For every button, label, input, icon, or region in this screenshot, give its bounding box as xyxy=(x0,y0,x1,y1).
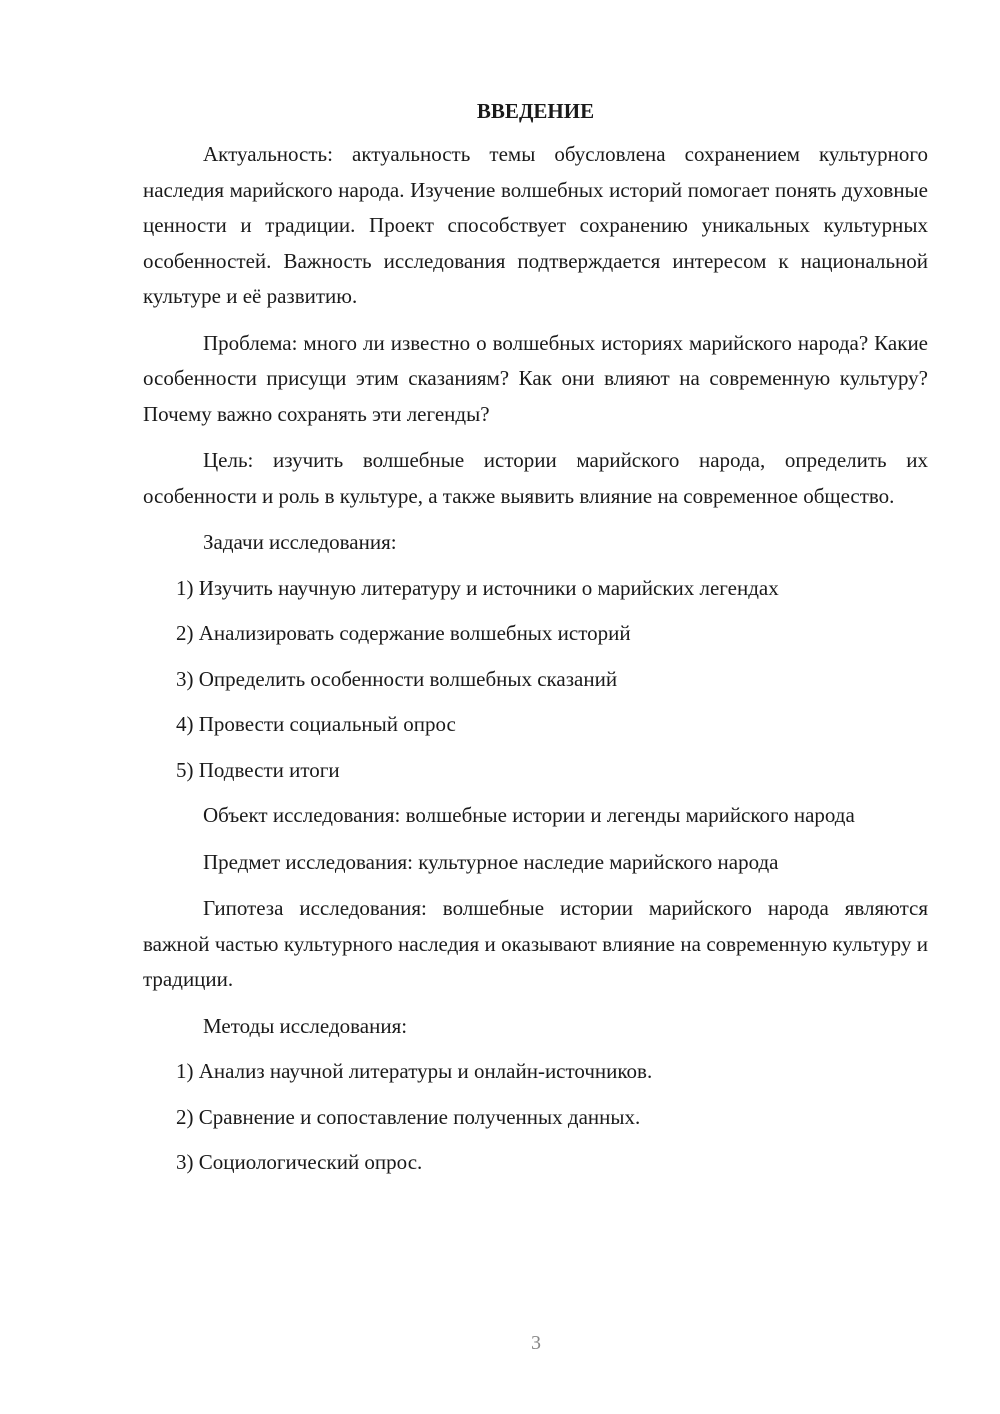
hypothesis-paragraph: Гипотеза исследования: волшебные истории марийского народа являются важной частью культурного наследия и оказывают влияние на современную культуру и традиции. xyxy=(143,896,928,991)
task-item-3: 3) Определить особенности волшебных сказаний xyxy=(176,666,618,691)
tasks-heading: Задачи исследования: xyxy=(203,530,397,554)
task-item-2: 2) Анализировать содержание волшебных историй xyxy=(176,621,631,645)
relevance-paragraph: Актуальность: актуальность темы обусловлена сохранением культурного наследия марийского народа. Изучение волшебных историй помогает понять духовные ценности и традиции. Проект способствует сохранению уникальных культурных особенностей. Важность исследования подтверждается интересом к национальной культуре и её развитию. xyxy=(143,142,928,308)
method-item-2: 2) Сравнение и сопоставление полученных данных. xyxy=(176,1104,641,1129)
page-title: ВВЕДЕНИЕ xyxy=(476,99,595,123)
methods-heading: Методы исследования: xyxy=(203,1013,408,1038)
task-item-1: 1) Изучить научную литературу и источники о марийских легендах xyxy=(176,575,779,600)
document-page xyxy=(143,96,928,1191)
subject-paragraph: Предмет исследования: культурное наследие марийского народа xyxy=(203,849,779,874)
method-item-1: 1) Анализ научной литературы и онлайн-источников. xyxy=(176,1059,653,1083)
task-item-5: 5) Подвести итоги xyxy=(176,757,340,782)
page-number: 3 xyxy=(531,1332,541,1354)
object-paragraph: Объект исследования: волшебные истории и легенды марийского народа xyxy=(203,803,855,827)
problem-paragraph: Проблема: много ли известно о волшебных историях марийского народа? Какие особенности присущи этим сказаниям? Как они влияют на современную культуру? Почему важно сохранять эти легенды? xyxy=(143,330,928,426)
method-item-3: 3) Социологический опрос. xyxy=(176,1150,423,1174)
task-item-4: 4) Провести социальный опрос xyxy=(176,712,456,736)
goal-paragraph: Цель: изучить волшебные истории марийского народа, определить их особенности и роль в культуре, а также выявить влияние на современное общество. xyxy=(143,448,928,508)
